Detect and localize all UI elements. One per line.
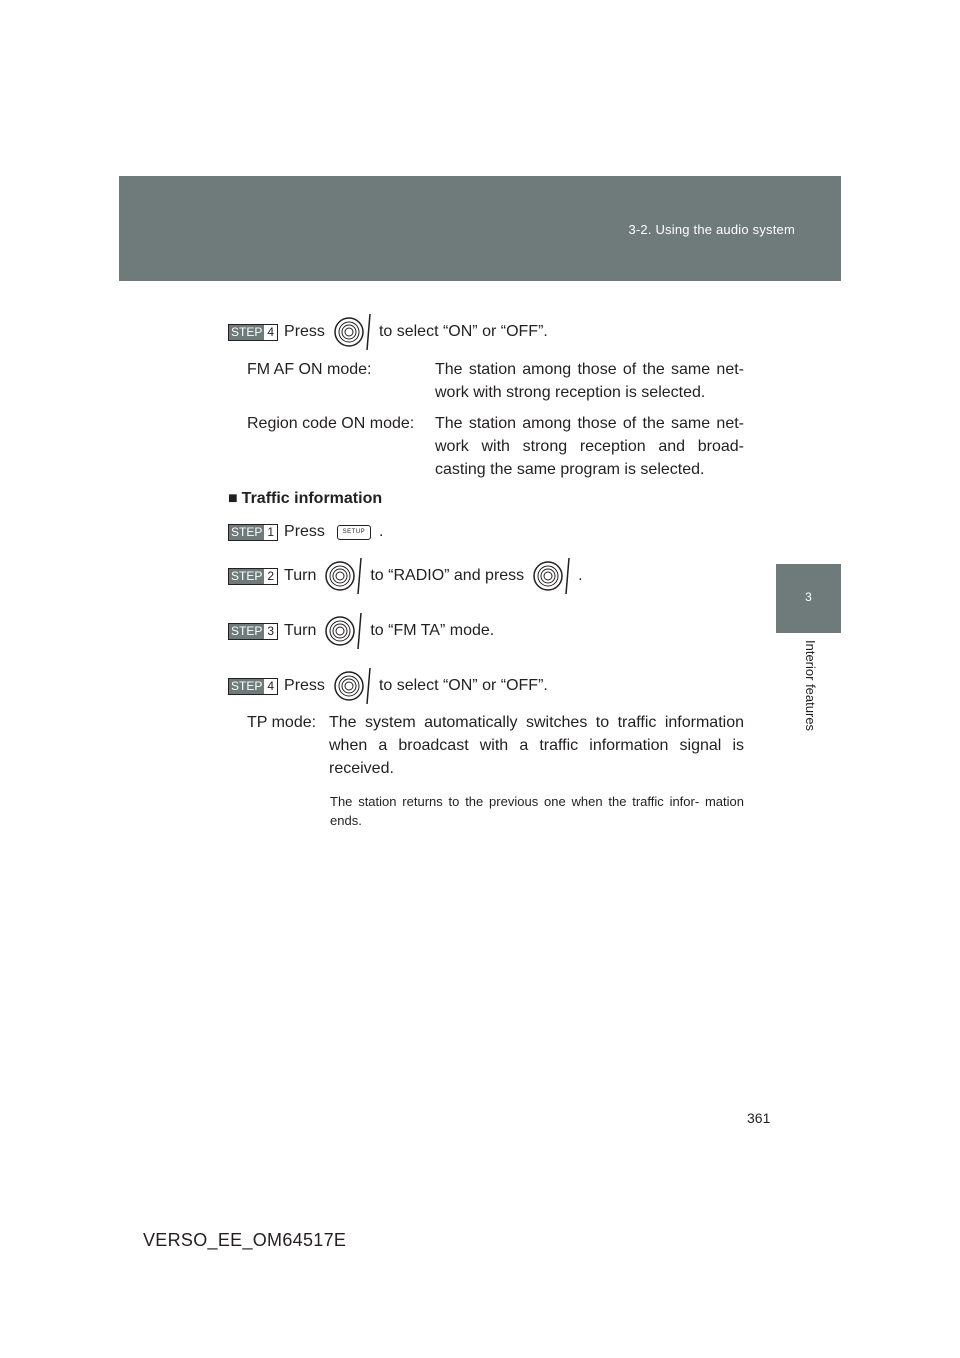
step-text-before: Press [284, 323, 325, 340]
section-title: 3-2. Using the audio system [628, 222, 795, 237]
square-bullet-icon: ■ [228, 490, 238, 507]
traffic-step-3 [228, 615, 494, 647]
traffic-step-1 [228, 516, 383, 548]
step-badge: STEP 4 [228, 678, 278, 695]
mode-description: The station among those of the same net- work with strong reception is selected. [435, 361, 744, 401]
chapter-number: 3 [805, 590, 812, 604]
traffic-step-2 [228, 560, 583, 592]
tune-knob-icon [532, 556, 572, 596]
setup-button-icon: SETUP [337, 525, 371, 540]
page-number: 361 [747, 1110, 771, 1126]
step-text-before: Turn [284, 622, 317, 639]
chapter-tab [776, 564, 841, 633]
step-text-after: to select “ON” or “OFF”. [378, 677, 548, 694]
tune-knob-icon [324, 556, 364, 596]
step-text-before: Press [284, 677, 325, 694]
step-badge: STEP 3 [228, 623, 278, 640]
step-badge: STEP 1 [228, 524, 278, 541]
af-step-4 [228, 316, 548, 348]
step-text-after: to “FM TA” mode. [370, 622, 495, 639]
mode-description: The system automatically switches to traffic information when a broadcast with a traffic information signal is received. [329, 714, 744, 777]
step-text-after: to select “ON” or “OFF”. [378, 323, 548, 340]
step-text-before: Turn [284, 567, 317, 584]
traffic-step-4 [228, 670, 548, 702]
document-code: VERSO_EE_OM64517E [143, 1230, 347, 1250]
mode-term: TP mode: [247, 714, 317, 731]
mode-description: The station among those of the same net- work with strong reception and broad- casting the same program is selected. [435, 415, 744, 478]
step-badge: STEP 2 [228, 568, 278, 585]
header-band [119, 176, 841, 281]
chapter-label: Interior features [803, 640, 818, 732]
traffic-heading [228, 490, 382, 508]
step-text-middle: to “RADIO” and press [370, 567, 525, 584]
step-text-before: Press [284, 523, 325, 540]
step-badge: STEP 4 [228, 324, 278, 341]
step-text-after: . [578, 567, 583, 584]
traffic-heading-text: Traffic information [241, 490, 383, 507]
mode-term: FM AF ON mode: [247, 361, 372, 378]
tune-knob-icon [324, 611, 364, 651]
traffic-note: The station returns to the previous one when the traffic infor- mation ends. [330, 794, 744, 828]
mode-term: Region code ON mode: [247, 415, 415, 432]
tune-knob-icon [333, 312, 373, 352]
step-text-after: . [378, 523, 384, 540]
tune-knob-icon [333, 666, 373, 706]
